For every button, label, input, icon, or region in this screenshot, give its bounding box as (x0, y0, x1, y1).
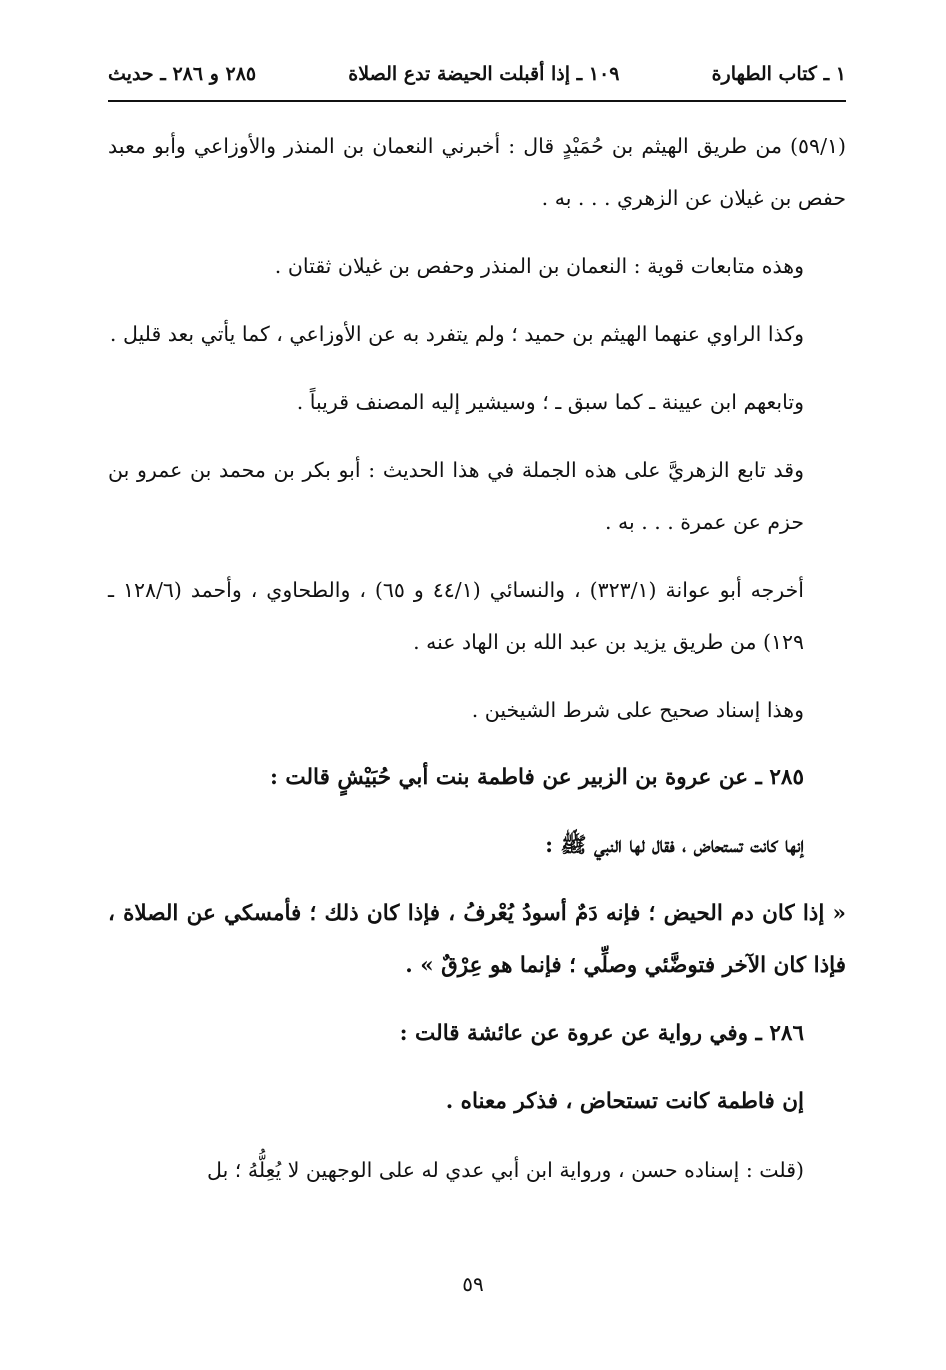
page-number: ٥٩ (462, 1272, 484, 1296)
hadith-286-heading: ٢٨٦ ـ وفي رواية عن عروة عن عائشة قالت : (399, 1021, 804, 1046)
hadith-286-text: إن فاطمة كانت تستحاض ، فذكر معناه . (445, 1089, 804, 1114)
header-chapter-title: ١٠٩ ـ إذا أقبلت الحيضة تدع الصلاة (348, 63, 620, 85)
paragraph-2: وهذه متابعات قوية : النعمان بن المنذر وحفص بن غيلان ثقتان . (274, 254, 804, 278)
hadith-285-heading: ٢٨٥ ـ عن عروة بن الزبير عن فاطمة بنت أبي حُبَيْشٍ قالت : (269, 765, 804, 790)
hadith-285-text: إنها كانت تستحاض ، فقال لها النبي ﷺ : (545, 833, 804, 858)
header-rule (108, 100, 846, 102)
paragraph-6: أخرجه أبو عوانة (٣٢٣/١) ، والنسائي (٤٤/١ و ٦٥) ، والطحاوي ، وأحمد (١٢٨/٦ ـ ١٢٩) من طريق يزيد بن عبد الله بن الهاد عنه . (108, 578, 804, 654)
page-body (108, 120, 846, 1212)
paragraph-3: وكذا الراوي عنهما الهيثم بن حميد ؛ ولم يتفرد به عن الأوزاعي ، كما يأتي بعد قليل . (109, 322, 804, 346)
header-hadith-numbers: ٢٨٥ و ٢٨٦ ـ حديث (108, 63, 257, 85)
paragraph-commentary: (قلت : إسناده حسن ، ورواية ابن أبي عدي له على الوجهين لا يُعِلُّهُ ؛ بل (207, 1158, 804, 1182)
paragraph-1: (٥٩/١) من طريق الهيثم بن حُمَيْدٍ قال : أخبرني النعمان بن المنذر والأوزاعي وأبو معبد حفص بن غيلان عن الزهري . . . به . (108, 134, 846, 210)
paragraph-4: وتابعهم ابن عيينة ـ كما سبق ـ ؛ وسيشير إليه المصنف قريباً . (296, 390, 804, 414)
running-header (108, 52, 846, 96)
paragraph-7: وهذا إسناد صحيح على شرط الشيخين . (471, 698, 804, 722)
paragraph-5: وقد تابع الزهريَّ على هذه الجملة في هذا الحديث : أبو بكر بن محمد بن عمرو بن حزم عن عمرة . . . به . (108, 458, 804, 534)
hadith-285-quote: « إذا كان دم الحيض ؛ فإنه دَمٌ أسودُ يُعْرفُ ، فإذا كان ذلك ؛ فأمسكي عن الصلاة ، فإذا كان الآخر فتوضَّئي وصلِّي ؛ فإنما هو عِرْقٌ » . (108, 901, 846, 978)
header-book-title: ١ ـ كتاب الطهارة (711, 63, 846, 85)
